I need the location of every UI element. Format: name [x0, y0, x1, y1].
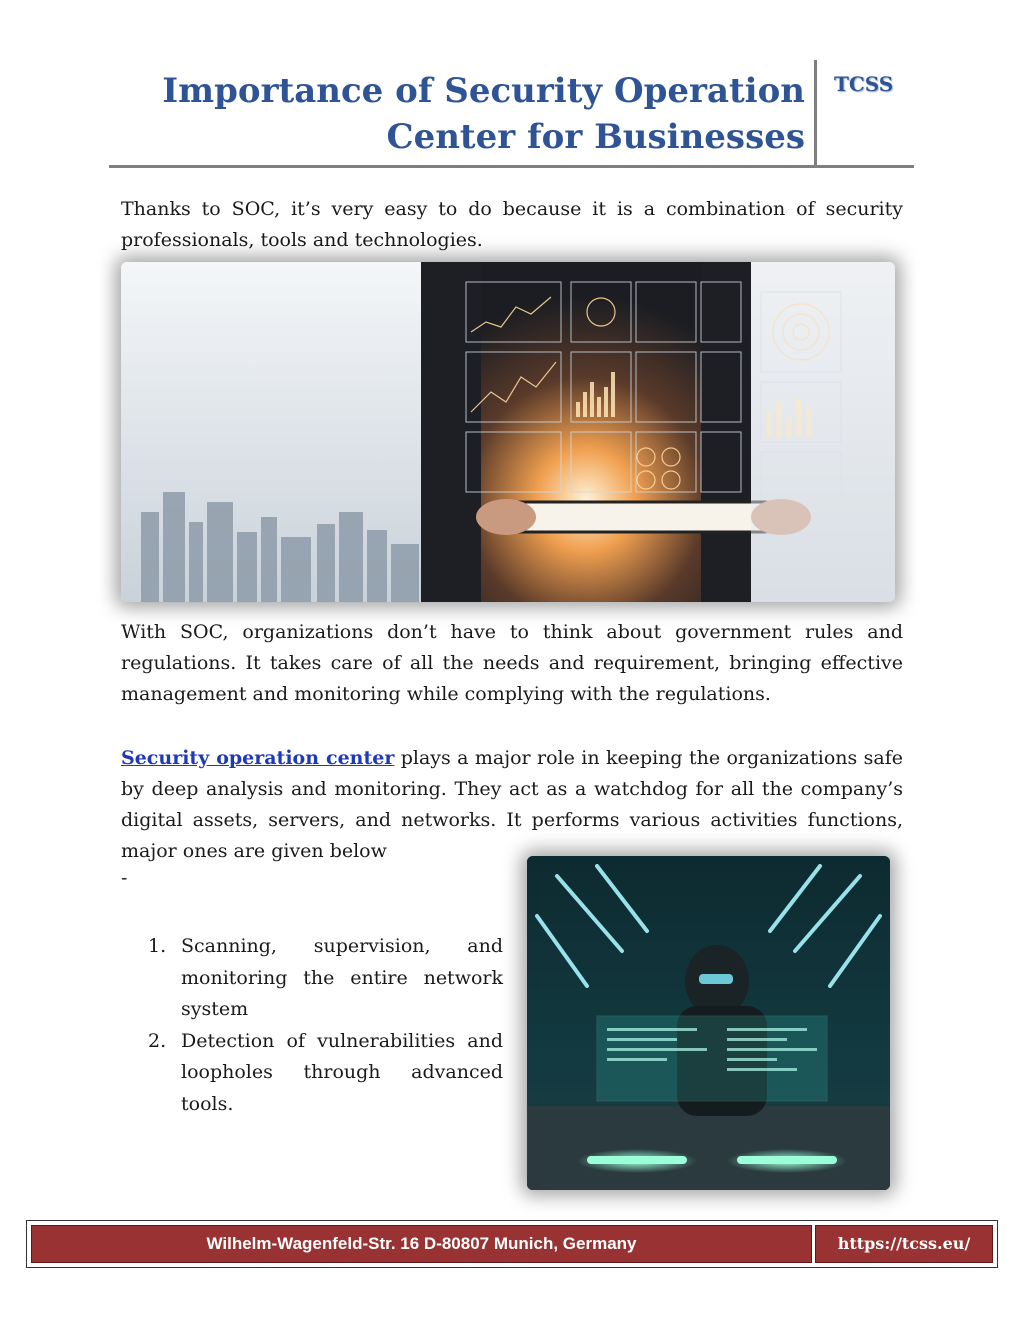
header-divider-horizontal [109, 165, 914, 168]
hacker-image [527, 856, 890, 1190]
header-divider-vertical [814, 60, 817, 166]
list-item [148, 1026, 503, 1121]
footer-address: Wilhelm-Wagenfeld-Str. 16 D-80807 Munich, Germany [206, 1234, 637, 1253]
footer-url-link[interactable]: https://tcss.eu/ [837, 1234, 971, 1253]
footer [26, 1220, 998, 1268]
brand-logo: TCSS [834, 72, 894, 96]
list-item-text: Detection of vulnerabilities and loopholes through advanced tools. [181, 1029, 503, 1115]
hero-image-dashboard [121, 262, 895, 602]
footer-url-box [815, 1225, 993, 1263]
list-intro-dash: - [121, 867, 128, 889]
soc-regulations-paragraph: With SOC, organizations don’t have to think about government rules and regulations. It takes care of all the needs and requirement, bringing effective management and monitoring while complying with the regulations. [121, 621, 903, 705]
soc-role-paragraph [121, 743, 903, 867]
page-title-line-2: Center for Businesses [386, 117, 805, 157]
list-item-text: Scanning, supervision, and monitoring the entire network system [181, 935, 503, 1020]
soc-role-text: plays a major role in keeping the organizations safe by deep analysis and monitoring. They act as a watchdog for all the company’s digital assets, servers, and networks. It performs various activities functions, major ones are given below [121, 747, 903, 862]
footer-address-box [31, 1225, 812, 1263]
intro-paragraph: Thanks to SOC, it’s very easy to do because it is a combination of security professionals, tools and technologies. [121, 198, 903, 251]
page-title [160, 68, 805, 160]
list-item-number: 2. [148, 1029, 167, 1052]
page-title-line-1: Importance of Security Operation [162, 71, 805, 111]
soc-functions-list [148, 931, 503, 1120]
list-item-number: 1. [148, 935, 167, 957]
security-operation-center-link[interactable]: Security operation center [121, 747, 395, 769]
list-item [148, 931, 503, 1026]
